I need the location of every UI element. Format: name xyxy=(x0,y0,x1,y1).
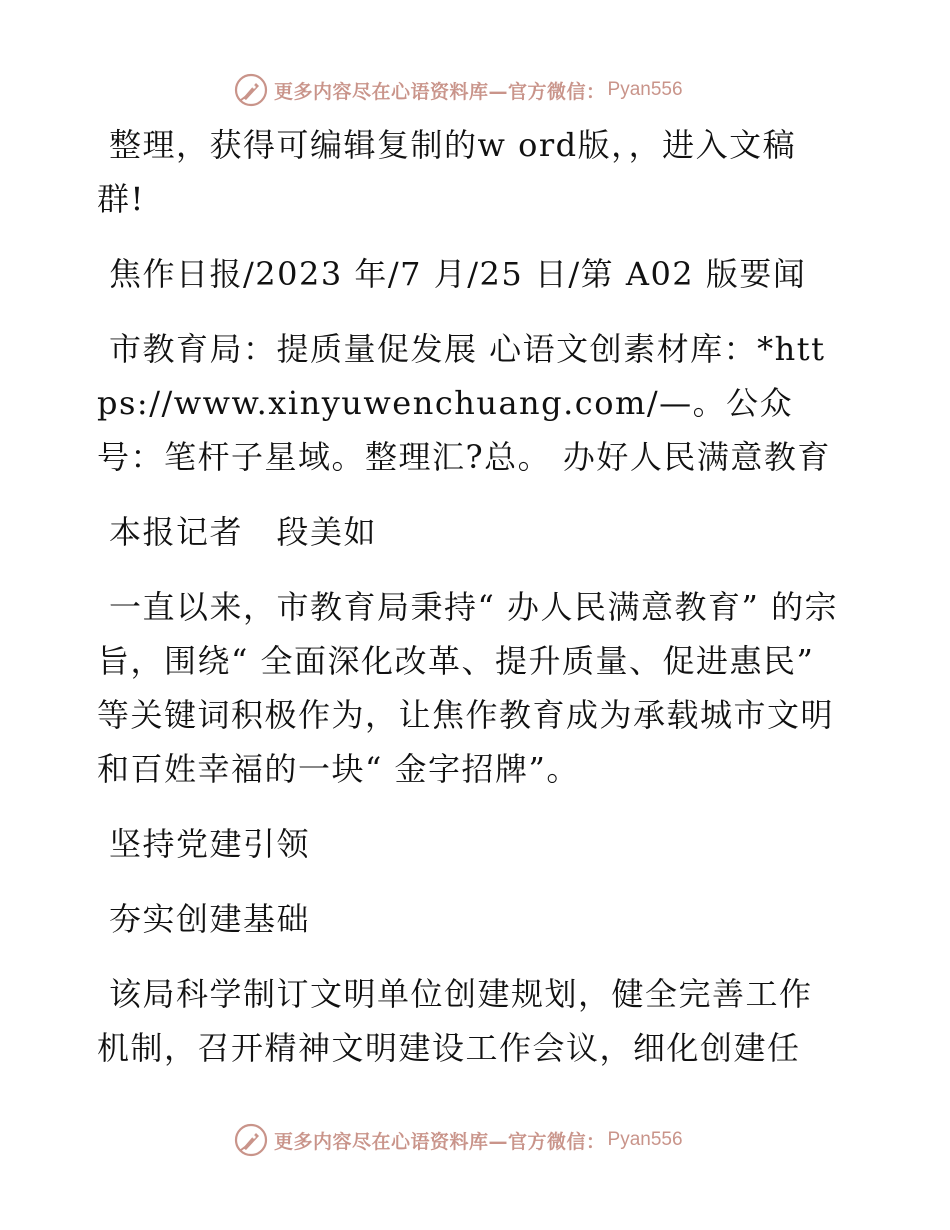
header-watermark-banner xyxy=(234,72,683,108)
paragraph-lead: 一直以来，市教育局秉持“ 办人民满意教育” 的宗旨，围绕“ 全面深化改革、提升质量、促进惠民” 等关键词积极作为，让焦作教育成为承载城市文明和百姓幸福的一块“ 金字招牌”。 xyxy=(97,588,839,788)
watermark-handle: Pyan556 xyxy=(607,79,683,100)
watermark-handle: Pyan556 xyxy=(607,1129,683,1150)
paragraph-byline: 本报记者 段美如 xyxy=(109,513,378,551)
watermark-text: 更多内容尽在心语资料库—官方微信： xyxy=(274,1130,606,1153)
pen-nib-logo-icon xyxy=(234,73,268,107)
watermark-text: 更多内容尽在心语资料库—官方微信： xyxy=(274,80,606,103)
footer-watermark-banner xyxy=(234,1122,683,1158)
paragraph-intro: 整理，获得可编辑复制的w ord版，，进入文稿群! xyxy=(97,126,797,218)
paragraph-body: 该局科学制订文明单位创建规划，健全完善工作机制，召开精神文明建设工作会议，细化创建任 xyxy=(97,975,813,1067)
paragraph-headline: 市教育局：提质量促发展 心语文创素材库：*https://www.xinyuwenchuang.com/—。公众号：笔杆子星域。整理汇?总。 办好人民满意教育 xyxy=(97,330,831,476)
paragraph-source-line: 焦作日报/2023 年/7 月/25 日/第 A02 版要闻 xyxy=(109,255,807,293)
paragraph-subheading-2: 夯实创建基础 xyxy=(109,900,311,938)
paragraph-subheading-1: 坚持党建引领 xyxy=(109,825,311,863)
pen-nib-logo-icon xyxy=(234,1123,268,1157)
document-body xyxy=(97,118,839,1075)
